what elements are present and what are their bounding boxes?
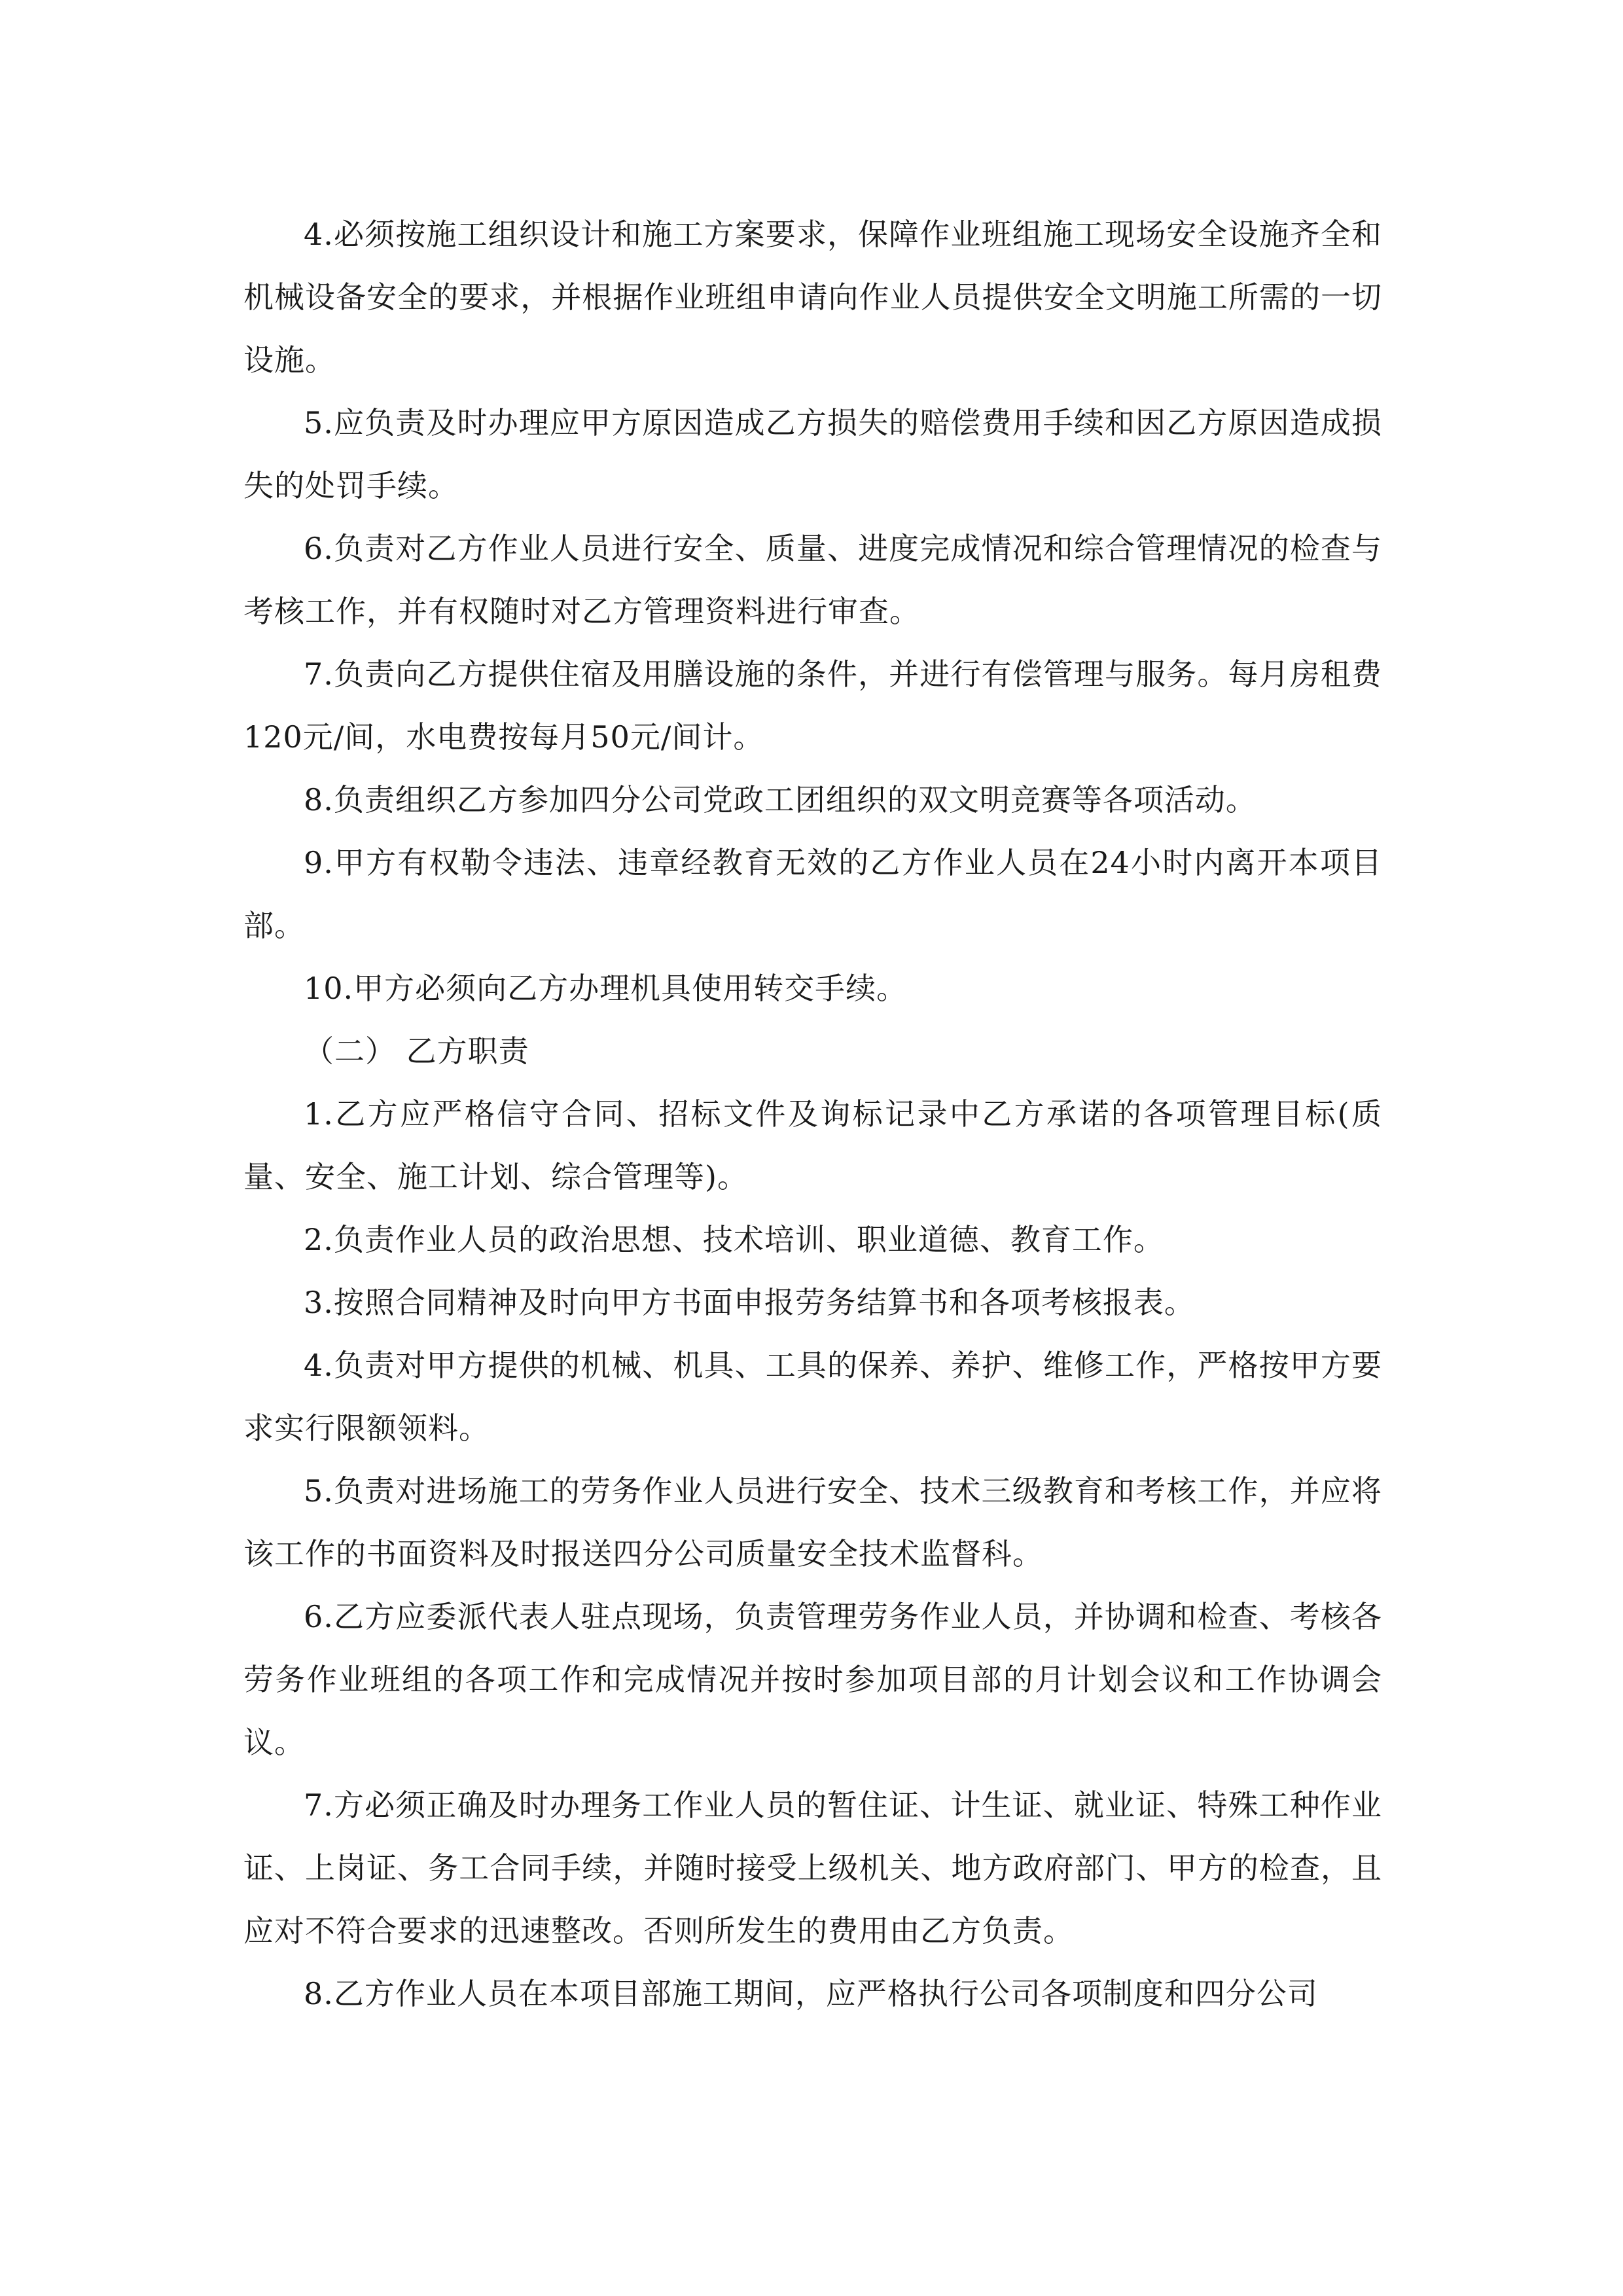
party-b-clause-6: 6.乙方应委派代表人驻点现场，负责管理劳务作业人员，并协调和检查、考核各劳务作业班组的各项工作和完成情况并按时参加项目部的月计划会议和工作协调会议。 <box>243 1599 1382 1760</box>
party-b-clause-5: 5.负责对进场施工的劳务作业人员进行安全、技术三级教育和考核工作，并应将该工作的书面资料及时报送四分公司质量安全技术监督科。 <box>243 1473 1382 1571</box>
clause-10-equipment-transfer: 10.甲方必须向乙方办理机具使用转交手续。 <box>304 971 908 1006</box>
clause-5-compensation: 5.应负责及时办理应甲方原因造成乙方损失的赔偿费用手续和因乙方原因造成损失的处罚手续。 <box>243 405 1382 503</box>
party-b-clause-7: 7.方必须正确及时办理务工作业人员的暂住证、计生证、就业证、特殊工种作业证、上岗证、务工合同手续，并随时接受上级机关、地方政府部门、甲方的检查，且应对不符合要求的迅速整改。否则所发生的费用由乙方负责。 <box>243 1787 1382 1948</box>
section-heading-party-b: （二） 乙方职责 <box>304 1033 529 1069</box>
clause-9-removal: 9.甲方有权勒令违法、违章经教育无效的乙方作业人员在24小时内离开本项目部。 <box>243 845 1382 943</box>
party-b-clause-1: 1.乙方应严格信守合同、招标文件及询标记录中乙方承诺的各项管理目标(质量、安全、施工计划、综合管理等)。 <box>243 1096 1382 1194</box>
party-b-clause-3: 3.按照合同精神及时向甲方书面申报劳务结算书和各项考核报表。 <box>304 1285 1195 1320</box>
party-b-clause-2: 2.负责作业人员的政治思想、技术培训、职业道德、教育工作。 <box>304 1222 1164 1257</box>
clause-6-inspection: 6.负责对乙方作业人员进行安全、质量、进度完成情况和综合管理情况的检查与考核工作，并有权随时对乙方管理资料进行审查。 <box>243 531 1382 629</box>
clause-4-facilities: 4.必须按施工组织设计和施工方案要求，保障作业班组施工现场安全设施齐全和机械设备安全的要求，并根据作业班组申请向作业人员提供安全文明施工所需的一切设施。 <box>243 217 1382 378</box>
party-b-clause-4: 4.负责对甲方提供的机械、机具、工具的保养、养护、维修工作，严格按甲方要求实行限额领料。 <box>243 1348 1382 1446</box>
clause-8-activities: 8.负责组织乙方参加四分公司党政工团组织的双文明竞赛等各项活动。 <box>304 782 1257 817</box>
document-body <box>243 203 1382 2025</box>
party-b-clause-8: 8.乙方作业人员在本项目部施工期间，应严格执行公司各项制度和四分公司 <box>304 1976 1318 2011</box>
clause-7-accommodation: 7.负责向乙方提供住宿及用膳设施的条件，并进行有偿管理与服务。每月房租费120元/间，水电费按每月50元/间计。 <box>243 656 1382 755</box>
